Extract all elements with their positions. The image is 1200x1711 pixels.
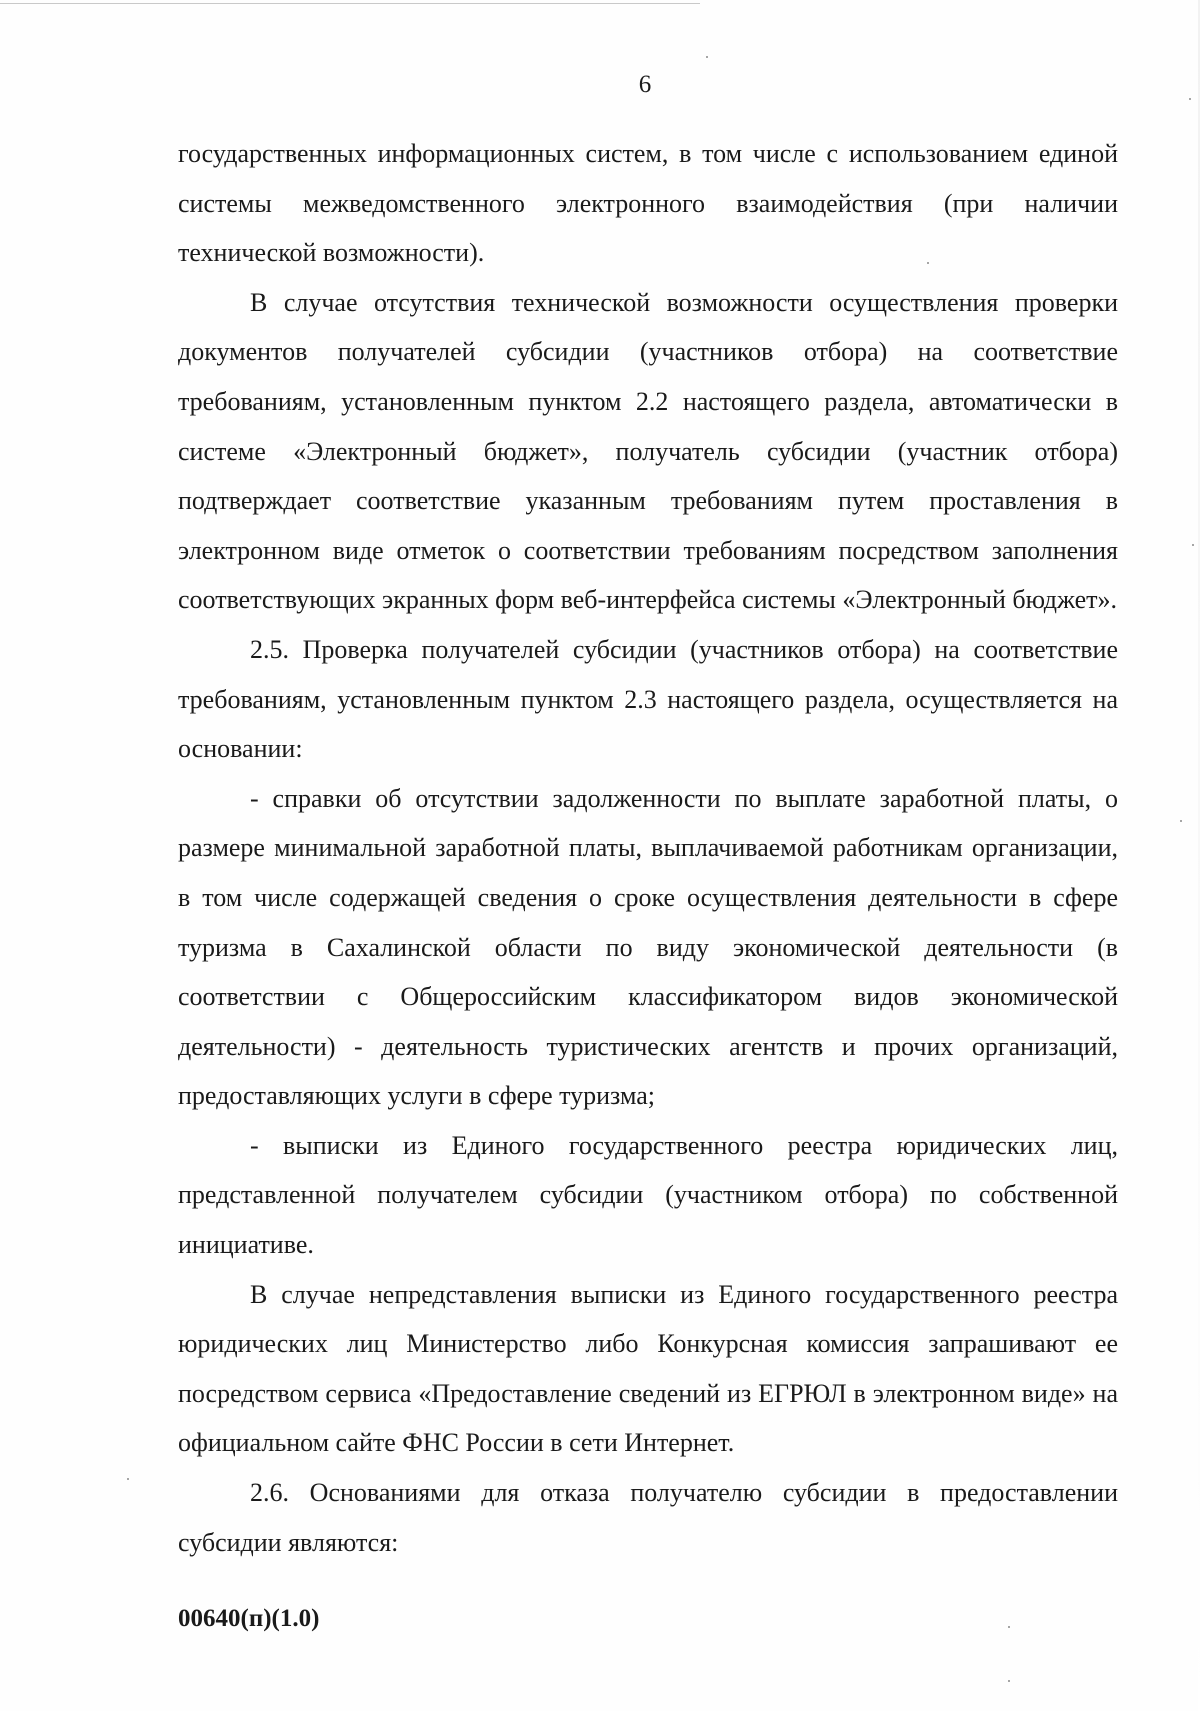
list-item-salary-certificate: - справки об отсутствии задолженности по выплате заработной платы, о размере минимальной заработной платы, выплачиваемой работникам организации, в том числе содержащей сведения о сроке осуществления деятельности в сфере туризма в Сахалинской области по виду экономической деятельности (в соответствии с Общероссийским классификатором видов экономической деятельности) - деятельность туристических агентств и прочих организаций, предоставляющих услуги в сфере туризма; bbox=[178, 783, 1118, 1111]
scan-top-rule bbox=[0, 3, 700, 4]
scan-speck bbox=[927, 262, 929, 264]
paragraph-egrul-request: В случае непредставления выписки из Единого государственного реестра юридических лиц Министерство либо Конкурсная комиссия запрашивают ее посредством сервиса «Предоставление сведений из ЕГРЮЛ в электронном виде» на официальном сайте ФНС России в сети Интернет. bbox=[178, 1279, 1118, 1458]
list-item-egrul-extract: - выписки из Единого государственного реестра юридических лиц, представленной получателем субсидии (участником отбора) по собственной инициативе. bbox=[178, 1130, 1118, 1260]
scan-speck bbox=[127, 1478, 129, 1480]
scan-speck bbox=[1008, 1626, 1010, 1628]
scan-speck bbox=[1180, 820, 1182, 822]
scan-speck bbox=[1189, 98, 1191, 100]
paragraph-clause-2-5: 2.5. Проверка получателей субсидии (участников отбора) на соответствие требованиям, установленным пунктом 2.3 настоящего раздела, осуществляется на основании: bbox=[178, 634, 1118, 764]
paragraph-clause-2-6: 2.6. Основаниями для отказа получателю субсидии в предоставлении субсидии являются: bbox=[178, 1478, 1118, 1557]
scan-speck bbox=[706, 56, 708, 58]
paragraph-continuation: государственных информационных систем, в том числе с использованием единой системы межведомственного электронного взаимодействия (при наличии технической возможности). bbox=[178, 139, 1118, 268]
page-number: 6 bbox=[638, 71, 652, 98]
paragraph-technical-check: В случае отсутствия технической возможности осуществления проверки документов получателей субсидии (участников отбора) на соответствие требованиям, установленным пунктом 2.2 настоящего раздела, автоматически в системе «Электронный бюджет», получатель субсидии (участник отбора) подтверждает соответствие указанным требованиям путем проставления в электронном виде отметок о соответствии требованиям посредством заполнения соответствующих экранных форм веб-интерфейса системы «Электронный бюджет». bbox=[178, 287, 1118, 615]
scan-speck bbox=[1008, 1680, 1010, 1682]
scan-speck bbox=[1192, 544, 1194, 546]
document-code: 00640(п)(1.0) bbox=[178, 1605, 320, 1632]
document-body bbox=[178, 129, 1118, 1567]
